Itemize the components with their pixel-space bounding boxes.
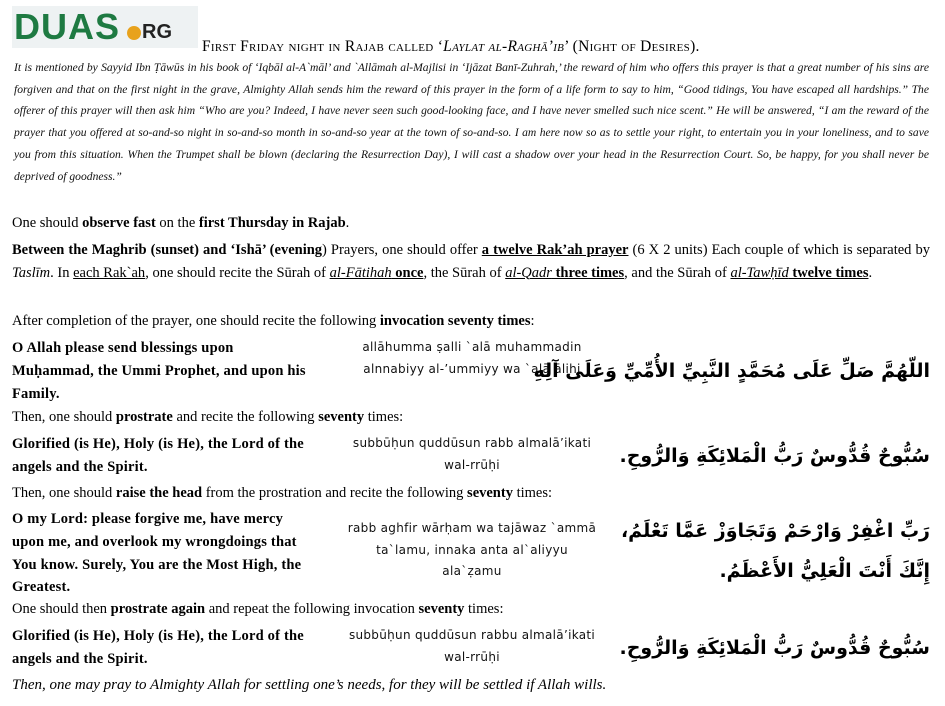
subbuh-english-2: Glorified (is He), Holy (is He), the Lord of the angels and the Spirit. <box>12 628 304 667</box>
rabb-row <box>12 508 932 598</box>
salawat-english: O Allah please send blessings upon Muḥammad, the Ummi Prophet, and upon his Family. <box>12 340 306 402</box>
rabb-arabic-line-1: رَبِّ اغْفِرْ وَارْحَمْ وَتَجَاوَزْ عَمَّا تَعْلَمُ، <box>620 520 930 542</box>
subbuh-row-1 <box>12 433 932 479</box>
rabb-arabic-line-2: إِنَّكَ أَنْتَ الْعَلِيُّ الأَعْظَمُ. <box>719 560 930 582</box>
subbuh-transliteration-1: subbūḥun quddūsun rabb almalā’ikati wal-rrūḥi <box>352 436 592 472</box>
subbuh-row-2 <box>12 625 932 671</box>
salawat-transliteration: allāhumma ṣalli `alā muhammadin alnnabiyy al-’ummiyy wa `alā ālihi <box>362 340 582 376</box>
salawat-row <box>12 337 932 405</box>
subbuh-arabic-2: سُبُّوحٌ قُدُّوسٌ رَبُّ الْمَلائِكَةِ وَالرُّوحِ. <box>619 637 930 659</box>
night-name: Laylat al-Raghā’ib <box>443 38 565 55</box>
logo-suffix: RG <box>142 21 172 43</box>
page-title: First Friday night in Rajab called ‘Laylat al-Raghā’ib’ (Night of Desires). <box>202 38 700 55</box>
salawat-arabic: اللّهُمَّ صَلِّ عَلَى مُحَمَّدٍ النَّبِيِّ الأُمِّيِّ وَعَلَى آلِهِ <box>533 360 930 382</box>
prayer-paragraph: Between the Maghrib (sunset) and ‘Ishā’ (evening) Prayers, one should offer a twelve Rak’ah prayer (6 X 2 units) Each couple of which is separated by Taslīm. In each Rak`ah, one should recite the Sūrah of al-Fātihah once, the Sūrah of al-Qadr three times, and the Sūrah of al-Tawḥīd twelve times. <box>12 242 930 281</box>
rabb-transliteration: rabb aghfir wārḥam wa tajāwaz `ammā ta`lamu, innaka anta al`aliyyu ala`ẓamu <box>347 521 597 578</box>
intro-paragraph: It is mentioned by Sayyid Ibn Ṭāwūs in his book of ‘Iqbāl al-A`māl’ and `Allāmah al-Majlisi in ‘Ijāzat Banī-Zuhrah,’ the reward of him who offers this prayer is that a great number of his sins are forgiven and that on the first night in the grave, Almighty Allah sends him the reward of this prayer in the form of a life form to say to him, “Good tidings, You have escaped all hardships.” The offerer of this prayer will then ask him “Who are you? Indeed, I have never seen such good-looking face, and I have never smelled such nice scent.” He will be answered, “I am the reward of the prayer that you offered at so-and-so night in so-and-so month in so-and-so year at the town of so-and-so. I am here now so as to settle your right, to entertain you in your loneliness, and to save you from this situation. When the Trumpet shall be blown (declaring the Resurrection Day), I will cast a shadow over your head in the Resurrection Court. So, be happy, for you shall never be deprived of goodness.” <box>14 61 929 183</box>
rabb-english: O my Lord: please forgive me, have mercy upon me, and overlook my wrongdoings that You know. Surely, You are the Most High, the Greatest. <box>12 511 302 596</box>
closing-sentence: Then, one may pray to Almighty Allah for settling one’s needs, for they will be settled if Allah wills. <box>12 677 607 693</box>
subbuh-arabic-1: سُبُّوحٌ قُدُّوسٌ رَبُّ الْمَلائِكَةِ وَالرُّوحِ. <box>619 445 930 467</box>
prostrate-again-instruction: One should then prostrate again and repeat the following invocation seventy times: <box>12 601 504 617</box>
logo-text: DUAS <box>14 6 121 47</box>
subbuh-english-1: Glorified (is He), Holy (is He), the Lord of the angels and the Spirit. <box>12 436 304 475</box>
logo-dot-icon <box>127 26 141 40</box>
subbuh-transliteration-2: subbūḥun quddūsun rabbu almalā’ikati wal-rrūḥi <box>348 628 596 664</box>
raise-head-instruction: Then, one should raise the head from the prostration and recite the following seventy times: <box>12 485 553 501</box>
site-logo[interactable] <box>12 6 198 48</box>
prostrate-instruction: Then, one should prostrate and recite the following seventy times: <box>12 409 404 425</box>
fast-paragraph: One should observe fast on the first Thursday in Rajab. <box>12 215 350 231</box>
invocation-intro: After completion of the prayer, one should recite the following invocation seventy times: <box>12 313 535 329</box>
